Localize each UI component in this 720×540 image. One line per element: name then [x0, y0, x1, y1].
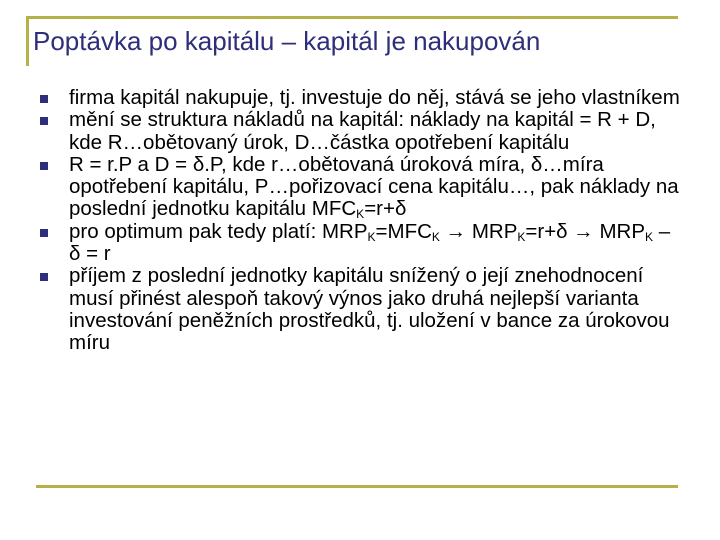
subscript-text: K [645, 229, 654, 244]
square-bullet-icon [40, 117, 48, 125]
text-run: – δ = r [69, 219, 671, 266]
text-run: R = r.P a D = δ.P, kde r…obětovaná úroková míra, δ…míra opotřebení kapitálu, P…pořizovací cena kapitálu…, pak náklady na poslední jednotku kapitálu MFC [69, 152, 679, 221]
square-bullet-icon [40, 162, 48, 170]
title-frame-vertical-line [26, 16, 29, 66]
bullet-text [69, 86, 680, 109]
square-bullet-icon [40, 95, 48, 103]
bullet-list [40, 87, 680, 355]
bullet-text [69, 220, 670, 265]
subscript-text: K [356, 207, 365, 222]
subscript-text: K [517, 229, 526, 244]
text-run: =r+δ → MRP [525, 219, 646, 243]
bullet-item [40, 87, 680, 109]
slide-title: Poptávka po kapitálu – kapitál je nakupován [33, 26, 541, 56]
subscript-text: K [431, 229, 440, 244]
title-frame-top-line [26, 16, 678, 19]
text-run: pro optimum pak tedy platí: MRP [69, 219, 368, 243]
bullet-item [40, 109, 680, 154]
text-run: =r+δ [364, 197, 407, 221]
bullet-item [40, 221, 680, 266]
square-bullet-icon [40, 229, 48, 237]
bottom-divider-line [36, 485, 678, 488]
text-run: =MFC [375, 219, 432, 243]
bullet-item [40, 265, 680, 354]
bullet-item [40, 154, 680, 221]
text-run: → MRP [439, 219, 518, 243]
text-run: firma kapitál nakupuje, tj. investuje do něj, stává se jeho vlastníkem [69, 86, 680, 109]
subscript-text: K [367, 229, 376, 244]
text-run: mění se struktura nákladů na kapitál: náklady na kapitál = R + D, kde R…obětovaný úrok, D…částka opotřebení kapitálu [69, 108, 656, 154]
bullet-text [69, 264, 670, 354]
bullet-text [69, 108, 656, 153]
bullet-text [69, 153, 679, 221]
square-bullet-icon [40, 273, 48, 281]
text-run: příjem z poslední jednotky kapitálu snížený o její znehodnocení musí přinést alespoň takový výnos jako druhá nejlepší varianta investování peněžních prostředků, tj. uložení v bance za úrokovou míru [69, 264, 670, 355]
